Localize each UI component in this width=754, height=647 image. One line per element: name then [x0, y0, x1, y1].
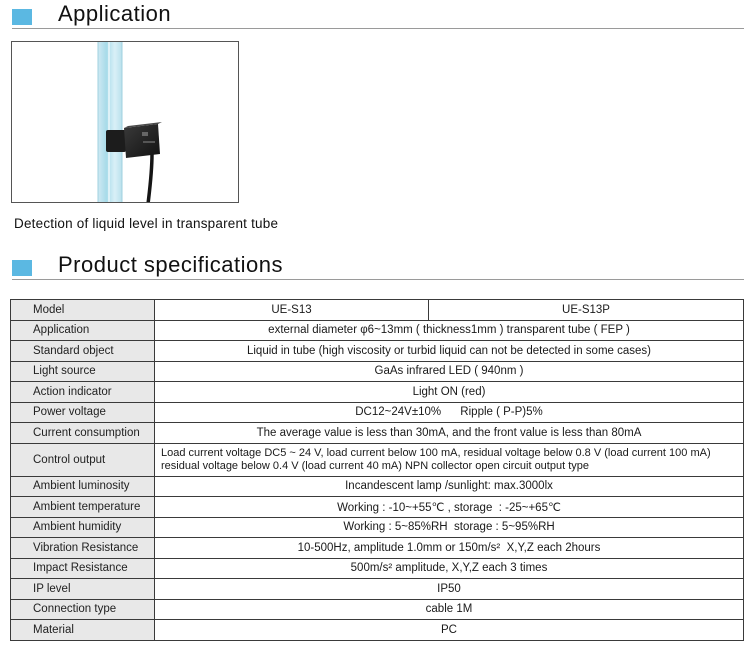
row-label: Light source [11, 361, 155, 382]
table-row [11, 497, 744, 518]
table-row [11, 361, 744, 382]
table-row [11, 320, 744, 341]
specs-section-header [0, 251, 754, 281]
row-label: Vibration Resistance [11, 538, 155, 559]
row-value: PC [155, 620, 744, 641]
row-label: Impact Resistance [11, 558, 155, 579]
table-row [11, 423, 744, 444]
sensor-on-tube-illustration [12, 42, 239, 203]
application-photo [11, 41, 239, 203]
row-label: IP level [11, 579, 155, 600]
row-value: cable 1M [155, 599, 744, 620]
application-section-header [0, 0, 754, 30]
row-label: Connection type [11, 599, 155, 620]
table-row [11, 538, 744, 559]
row-value: Working : 5~85%RH storage : 5~95%RH [155, 517, 744, 538]
row-label: Control output [11, 443, 155, 476]
row-value: Working : -10~+55℃ , storage : -25~+65℃ [155, 497, 744, 518]
row-value-line: Load current voltage DC5 ~ 24 V, load current below 100 mA, residual voltage below 0.8 V (load current 100 mA) [161, 446, 711, 459]
model-ue-s13: UE-S13 [155, 300, 429, 321]
specs-title: Product specifications [58, 252, 283, 277]
row-value: DC12~24V±10% Ripple ( P-P)5% [155, 402, 744, 423]
model-ue-s13p: UE-S13P [429, 300, 744, 321]
row-value: 10-500Hz, amplitude 1.0mm or 150m/s² X,Y,Z each 2hours [155, 538, 744, 559]
row-label: Current consumption [11, 423, 155, 444]
row-value: IP50 [155, 579, 744, 600]
table-row [11, 382, 744, 403]
row-label: Application [11, 320, 155, 341]
table-row [11, 341, 744, 362]
specs-table [10, 299, 744, 641]
table-row [11, 599, 744, 620]
table-row [11, 558, 744, 579]
row-label: Power voltage [11, 402, 155, 423]
section-divider [12, 279, 744, 280]
row-label: Action indicator [11, 382, 155, 403]
row-value: Incandescent lamp /sunlight: max.3000lx [155, 476, 744, 497]
section-marker-square [12, 9, 32, 25]
section-marker-square [12, 260, 32, 276]
row-label: Material [11, 620, 155, 641]
application-caption: Detection of liquid level in transparent tube [14, 216, 279, 231]
table-row [11, 517, 744, 538]
table-row [11, 476, 744, 497]
table-row-model [11, 300, 744, 321]
row-value: The average value is less than 30mA, and the front value is less than 80mA [155, 423, 744, 444]
row-value: external diameter φ6~13mm ( thickness1mm ) transparent tube ( FEP ) [155, 320, 744, 341]
table-row [11, 620, 744, 641]
table-row [11, 402, 744, 423]
table-row [11, 579, 744, 600]
row-label: Ambient humidity [11, 517, 155, 538]
row-value-line: residual voltage below 0.4 V (load current 40 mA) NPN collector open circuit output type [161, 459, 589, 472]
row-label: Standard object [11, 341, 155, 362]
sensor-cable [148, 154, 152, 203]
row-label: Ambient temperature [11, 497, 155, 518]
row-value: GaAs infrared LED ( 940nm ) [155, 361, 744, 382]
row-label: Model [11, 300, 155, 321]
row-value: Liquid in tube (high viscosity or turbid liquid can not be detected in some cases) [155, 341, 744, 362]
application-title: Application [58, 1, 172, 26]
row-label: Ambient luminosity [11, 476, 155, 497]
row-value: 500m/s² amplitude, X,Y,Z each 3 times [155, 558, 744, 579]
row-value [155, 443, 744, 476]
section-divider [12, 28, 744, 29]
row-value: Light ON (red) [155, 382, 744, 403]
table-row [11, 443, 744, 476]
